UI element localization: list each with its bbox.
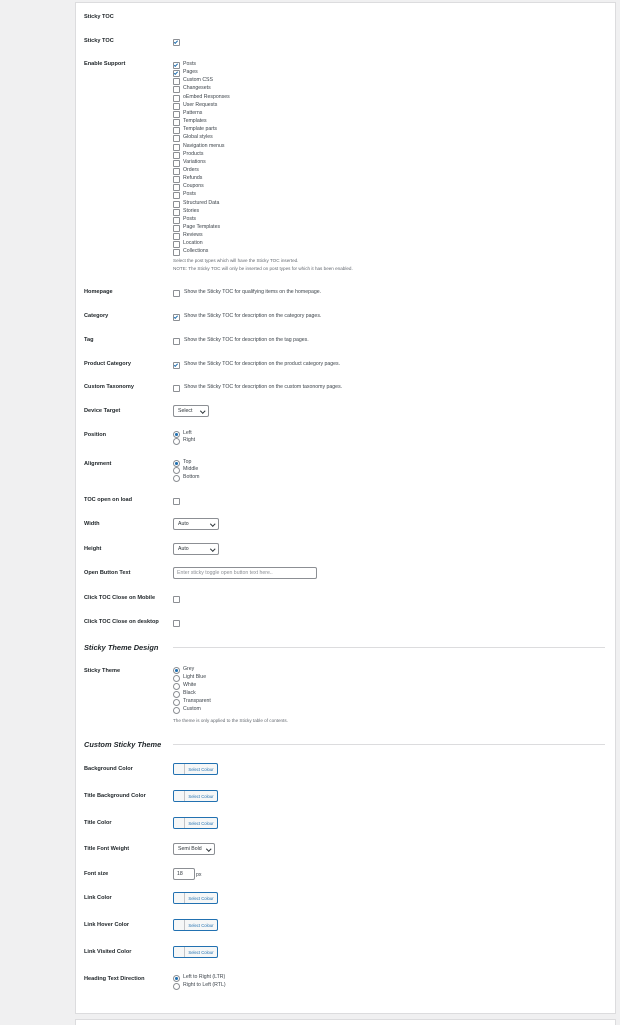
support-checkbox[interactable]: [173, 119, 180, 126]
support-checkbox[interactable]: [173, 78, 180, 85]
support-checkbox[interactable]: [173, 192, 180, 199]
position-right-label: Right: [183, 437, 196, 443]
support-checkbox[interactable]: [173, 95, 180, 102]
next-panel-edge: [75, 1019, 616, 1025]
link-visited-color-label: Link Visited Color: [84, 949, 132, 955]
sticky-theme-radio[interactable]: [173, 699, 180, 706]
width-value: Auto: [178, 521, 189, 527]
support-checkbox[interactable]: [173, 241, 180, 248]
support-checkbox[interactable]: [173, 127, 180, 134]
chevron-down-icon: [210, 547, 215, 552]
click-close-desktop-checkbox[interactable]: [173, 620, 180, 627]
chevron-down-icon: [206, 847, 211, 852]
support-checkbox[interactable]: [173, 160, 180, 167]
support-option-label: Posts: [183, 215, 196, 222]
support-option-label: Refunds: [183, 175, 203, 182]
support-checkbox[interactable]: [173, 111, 180, 118]
support-checkbox[interactable]: [173, 86, 180, 93]
support-option-label: Structured Data: [183, 199, 220, 206]
position-left-label: Left: [183, 430, 192, 436]
product-category-label: Product Category: [84, 361, 131, 367]
support-option-label: Navigation menus: [183, 142, 225, 149]
alignment-label: Alignment: [84, 461, 112, 467]
link-color-label: Link Color: [84, 895, 112, 901]
alignment-bottom-radio[interactable]: [173, 475, 180, 482]
color-swatch: [174, 791, 185, 801]
support-option-label: Template parts: [183, 126, 218, 133]
support-option-label: User Requests: [183, 101, 218, 108]
sticky-theme-option-label: Transparent: [183, 698, 211, 704]
support-option-label: Stories: [183, 207, 200, 214]
category-text: Show the Sticky TOC for description on the category pages.: [184, 313, 322, 319]
tag-label: Tag: [84, 337, 94, 343]
support-option-label: Location: [183, 240, 203, 247]
product-category-text: Show the Sticky TOC for description on the product category pages.: [184, 361, 341, 367]
width-select[interactable]: [173, 518, 219, 530]
alignment-top-radio[interactable]: [173, 460, 180, 467]
sticky-theme-radio[interactable]: [173, 675, 180, 682]
enable-support-note: NOTE: The Sticky TOC will only be inserted on post types for which it has been enabled.: [173, 266, 353, 271]
open-button-text-input[interactable]: Enter sticky toggle open button text here..: [173, 567, 317, 579]
font-size-unit: px: [196, 872, 202, 878]
support-checkbox[interactable]: [173, 168, 180, 175]
support-option-label: Collections: [183, 248, 209, 255]
custom-taxonomy-label: Custom Taxonomy: [84, 384, 134, 390]
color-swatch: [174, 947, 185, 957]
click-close-desktop-label: Click TOC Close on desktop: [84, 619, 159, 625]
sticky-toc-label: Sticky TOC: [84, 38, 114, 44]
sticky-theme-option-label: Light Blue: [183, 674, 207, 680]
support-checkbox[interactable]: [173, 217, 180, 224]
alignment-top-label: Top: [183, 459, 192, 465]
support-checkbox[interactable]: [173, 176, 180, 183]
sticky-theme-radio[interactable]: [173, 667, 180, 674]
section-divider: [173, 647, 605, 648]
section-divider: [173, 744, 605, 745]
support-checkbox[interactable]: [173, 233, 180, 240]
enable-support-description: Select the post types which will have the Sticky TOC inserted.: [173, 258, 299, 263]
support-option-label: Patterns: [183, 109, 203, 116]
height-label: Height: [84, 546, 102, 552]
settings-panel: [75, 2, 616, 1014]
device-target-value: Select: [178, 408, 193, 414]
link-visited-color-picker[interactable]: [173, 946, 218, 958]
enable-support-label: Enable Support: [84, 61, 126, 67]
support-option-label: Page Templates: [183, 224, 221, 230]
homepage-text: Show the Sticky TOC for qualifying items on the homepage.: [184, 289, 322, 295]
sticky-theme-description: The theme is only applied to the Sticky table of contents.: [173, 718, 288, 723]
support-option-label: Variations: [183, 158, 206, 165]
sticky-theme-option-label: White: [183, 682, 197, 688]
section-heading-custom: Custom Sticky Theme: [84, 740, 162, 749]
custom-taxonomy-text: Show the Sticky TOC for description on the custom taxonomy pages.: [184, 384, 343, 390]
sticky-theme-option-label: Custom: [183, 706, 201, 712]
background-color-picker[interactable]: [173, 763, 218, 775]
support-option-label: Templates: [183, 118, 207, 125]
support-checkbox[interactable]: [173, 135, 180, 142]
select-colour-label: Select Colour: [188, 923, 214, 928]
sticky-theme-radio[interactable]: [173, 683, 180, 690]
height-value: Auto: [178, 546, 189, 552]
homepage-checkbox[interactable]: [173, 290, 180, 297]
section-heading-design: Sticky Theme Design: [84, 643, 159, 652]
direction-rtl-radio[interactable]: [173, 983, 180, 990]
select-colour-label: Select Colour: [188, 896, 214, 901]
device-target-select[interactable]: [173, 405, 209, 417]
open-button-text-label: Open Button Text: [84, 570, 131, 576]
category-label: Category: [84, 313, 109, 319]
support-option-label: Changesets: [183, 85, 211, 92]
sticky-theme-option-label: Grey: [183, 666, 195, 672]
support-checkbox[interactable]: [173, 103, 180, 110]
position-left-radio[interactable]: [173, 431, 180, 438]
alignment-bottom-label: Bottom: [183, 474, 200, 480]
title-color-picker[interactable]: [173, 817, 218, 829]
link-hover-color-picker[interactable]: [173, 919, 218, 931]
title-font-weight-label: Title Font Weight: [84, 846, 130, 852]
direction-ltr-radio[interactable]: [173, 975, 180, 982]
sticky-theme-label: Sticky Theme: [84, 668, 121, 674]
support-option-label: Pages: [183, 69, 198, 76]
position-right-radio[interactable]: [173, 438, 180, 445]
title-color-label: Title Color: [84, 820, 112, 826]
sticky-toc-checkbox[interactable]: [173, 39, 180, 46]
support-option-label: Posts: [183, 191, 196, 198]
alignment-middle-label: Middle: [183, 466, 199, 472]
support-checkbox[interactable]: [173, 70, 180, 77]
background-color-label: Background Color: [84, 766, 133, 772]
product-category-checkbox[interactable]: [173, 362, 180, 369]
title-font-weight-value: Semi Bold: [178, 846, 202, 852]
direction-ltr-label: Left to Right (LTR): [183, 974, 226, 980]
toc-open-on-load-label: TOC open on load: [84, 497, 133, 503]
chevron-down-icon: [200, 409, 205, 414]
select-colour-label: Select Colour: [188, 950, 214, 955]
title-background-color-label: Title Background Color: [84, 793, 146, 799]
support-option-label: Global styles: [183, 134, 213, 141]
width-label: Width: [84, 521, 100, 527]
tag-checkbox[interactable]: [173, 338, 180, 345]
support-checkbox[interactable]: [173, 144, 180, 151]
sticky-theme-radio[interactable]: [173, 707, 180, 714]
support-option-label: Posts: [183, 61, 196, 67]
color-swatch: [174, 920, 185, 930]
support-checkbox[interactable]: [173, 249, 180, 256]
select-colour-label: Select Colour: [188, 794, 214, 799]
title-font-weight-select[interactable]: [173, 843, 215, 855]
chevron-down-icon: [210, 522, 215, 527]
page-title: Sticky TOC: [84, 14, 114, 20]
support-checkbox[interactable]: [173, 184, 180, 191]
support-option-label: Products: [183, 150, 204, 157]
custom-taxonomy-checkbox[interactable]: [173, 385, 180, 392]
link-color-picker[interactable]: [173, 892, 218, 904]
support-option-label: Reviews: [183, 232, 203, 239]
support-option-label: Orders: [183, 166, 199, 173]
link-hover-color-label: Link Hover Color: [84, 922, 130, 928]
alignment-middle-radio[interactable]: [173, 467, 180, 474]
title-background-color-picker[interactable]: [173, 790, 218, 802]
direction-rtl-label: Right to Left (RTL): [183, 982, 226, 988]
support-checkbox[interactable]: [173, 201, 180, 208]
sticky-theme-option-label: Black: [183, 690, 196, 696]
category-checkbox[interactable]: [173, 314, 180, 321]
color-swatch: [174, 764, 185, 774]
position-label: Position: [84, 432, 107, 438]
select-colour-label: Select Colour: [188, 767, 214, 772]
support-option-label: oEmbed Responses: [183, 93, 230, 100]
tag-text: Show the Sticky TOC for description on the tag pages.: [184, 337, 309, 343]
select-colour-label: Select Colour: [188, 821, 214, 826]
support-option-label: Coupons: [183, 183, 204, 190]
homepage-label: Homepage: [84, 289, 113, 295]
sticky-theme-radio[interactable]: [173, 691, 180, 698]
support-checkbox[interactable]: [173, 209, 180, 216]
toc-open-on-load-checkbox[interactable]: [173, 498, 180, 505]
support-checkbox[interactable]: [173, 152, 180, 159]
support-checkbox[interactable]: [173, 62, 180, 69]
color-swatch: [174, 893, 185, 903]
font-size-input[interactable]: 18: [173, 868, 195, 880]
device-target-label: Device Target: [84, 408, 121, 414]
color-swatch: [174, 818, 185, 828]
support-checkbox[interactable]: [173, 225, 180, 232]
click-close-mobile-checkbox[interactable]: [173, 596, 180, 603]
height-select[interactable]: [173, 543, 219, 555]
font-size-label: Font size: [84, 871, 109, 877]
support-option-label: Custom CSS: [183, 77, 213, 84]
heading-text-direction-label: Heading Text Direction: [84, 976, 145, 982]
click-close-mobile-label: Click TOC Close on Mobile: [84, 595, 156, 601]
